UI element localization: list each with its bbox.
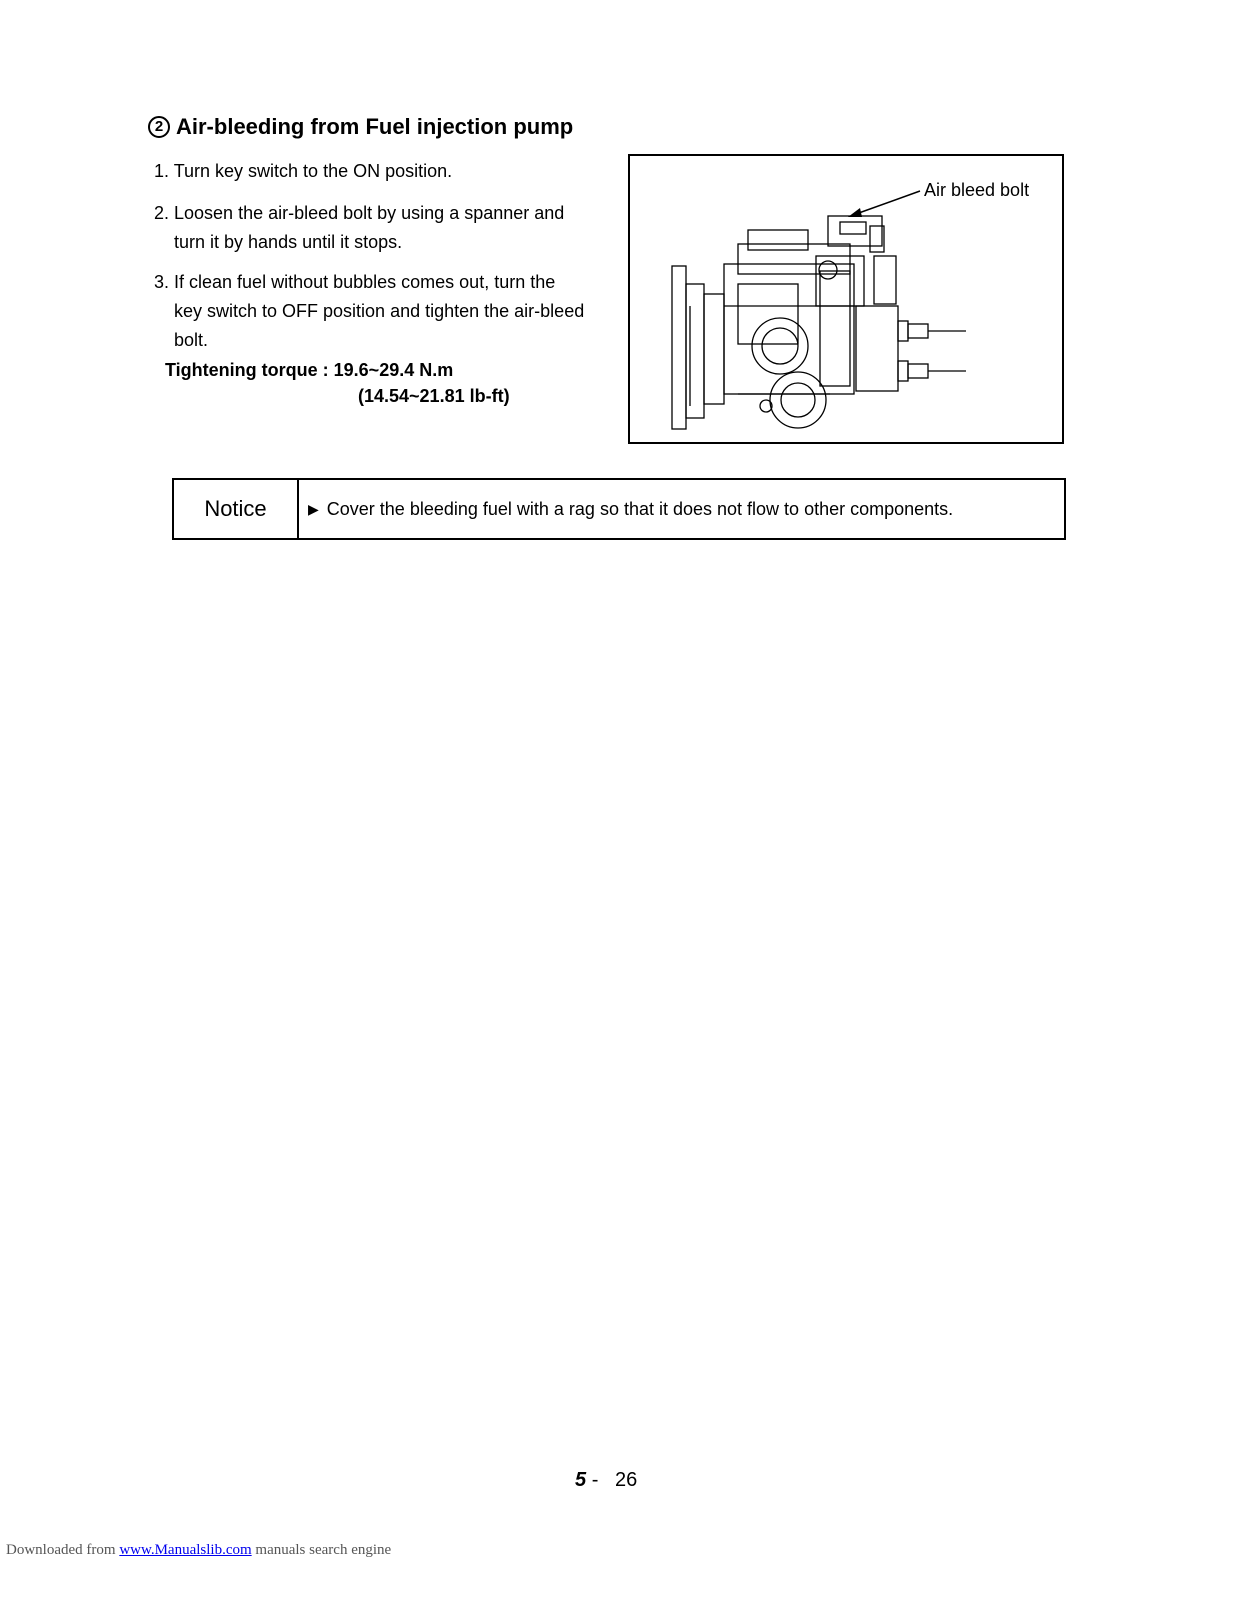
step-line: key switch to OFF position and tighten the air-bleed (174, 301, 585, 321)
step-2 (154, 199, 564, 257)
notice-box (172, 478, 1066, 540)
page-separator: - (591, 1469, 599, 1491)
step-line: bolt. (174, 330, 209, 350)
triangle-bullet-icon: ▶ (308, 500, 319, 517)
notice-title: Notice (174, 480, 299, 538)
step-line: turn it by hands until it stops. (174, 232, 403, 252)
step-line: 1. Turn key switch to the ON position. (154, 161, 453, 181)
footer-prefix: Downloaded from (6, 1542, 120, 1558)
notice-body (299, 480, 953, 538)
footer-suffix: manuals search engine (251, 1542, 392, 1558)
download-footer (6, 1542, 391, 1559)
step-line: 2. Loosen the air-bleed bolt by using a spanner and (154, 203, 565, 223)
manualslib-link[interactable]: www.Manualslib.com (119, 1542, 252, 1558)
page-index: 26 (615, 1469, 638, 1491)
torque-spec-imperial: (14.54~21.81 lb-ft) (358, 386, 510, 406)
page-number (575, 1469, 637, 1492)
step-line: 3. If clean fuel without bubbles comes out, turn the (154, 272, 556, 292)
step-1 (154, 157, 452, 186)
circled-number: 2 (148, 116, 170, 138)
step-3 (154, 268, 584, 355)
torque-spec: Tightening torque : 19.6~29.4 N.m (165, 360, 454, 380)
page-section: 5 (575, 1469, 587, 1491)
section-heading (148, 114, 573, 140)
air-bleed-bolt-callout: Air bleed bolt (924, 180, 1030, 200)
pump-figure (628, 154, 1064, 444)
section-title: Air-bleeding from Fuel injection pump (176, 114, 574, 139)
notice-text: Cover the bleeding fuel with a rag so that it does not flow to other components. (326, 498, 954, 519)
